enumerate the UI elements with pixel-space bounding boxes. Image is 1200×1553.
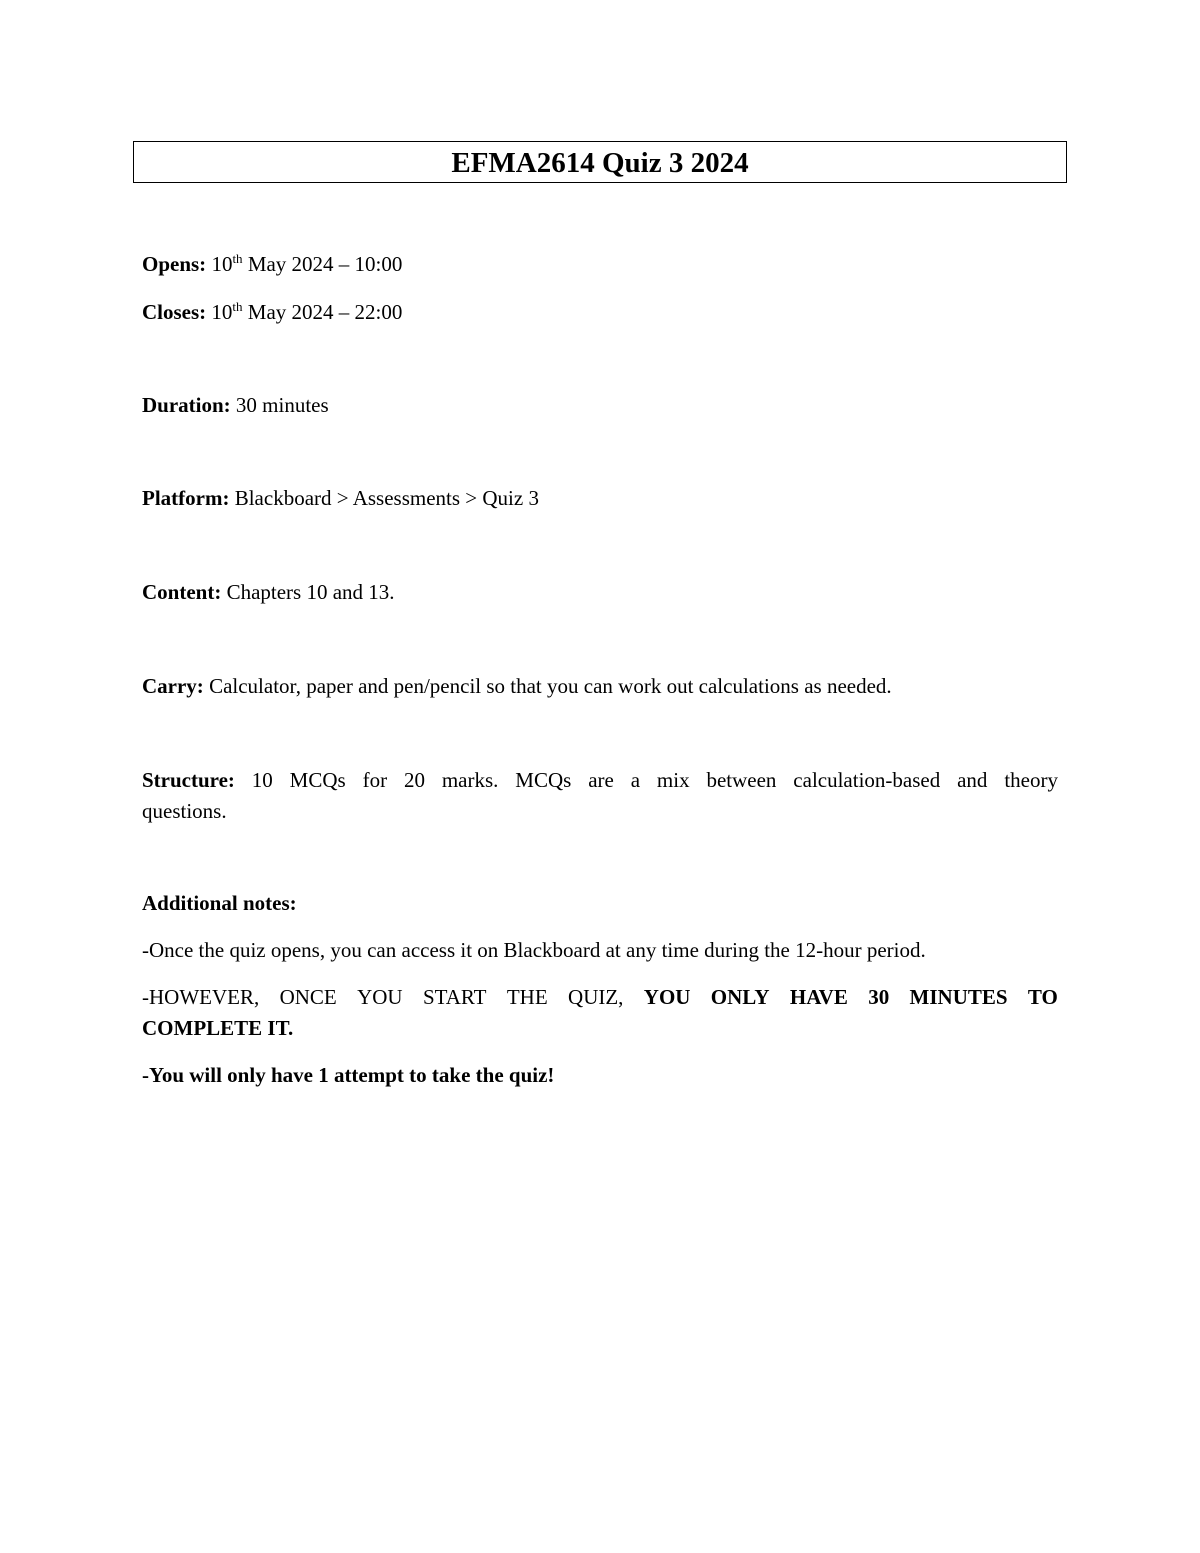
closes-day-suffix: th [232,299,243,314]
note-2-bold-word: ONLY [710,985,770,1009]
closes-date-rest: May 2024 – 22:00 [242,300,403,324]
duration-label: Duration: [142,393,231,417]
additional-notes-heading [142,891,297,916]
structure-word: and [957,768,988,792]
note-2-word: THE [506,985,548,1009]
structure-word: for [362,768,388,792]
note-2-line-2: COMPLETE IT. [142,1016,294,1040]
note-1 [142,938,926,963]
note-1-text: -Once the quiz opens, you can access it on Blackboard at any time during the 12-hour period. [142,938,926,962]
note-2-bold-word: HAVE [789,985,848,1009]
structure-word: mix [656,768,690,792]
note-2-bold-word: 30 [868,985,890,1009]
note-2-bold-word: YOU [643,985,691,1009]
structure-word: theory [1004,768,1058,792]
document-title: EFMA2614 Quiz 3 2024 [451,146,749,179]
note-2-word: ONCE [279,985,337,1009]
structure-word: 10 [251,768,273,792]
carry-value: Calculator, paper and pen/pencil so that you can work out calculations as needed. [209,674,892,698]
structure-word: 20 [403,768,425,792]
structure-word: MCQs [515,768,572,792]
structure-word: a [630,768,641,792]
title-box [133,141,1067,183]
duration-line [142,393,329,418]
content-value: Chapters 10 and 13. [226,580,395,604]
note-2-word: START [422,985,487,1009]
structure-word: MCQs [289,768,346,792]
structure-paragraph [142,765,1058,827]
platform-value: Blackboard > Assessments > Quiz 3 [234,486,539,510]
structure-line-1 [142,765,1058,796]
content-label: Content: [142,580,222,604]
platform-line [142,486,539,511]
note-2-bold-word: MINUTES [909,985,1008,1009]
structure-word: calculation-based [793,768,941,792]
opens-label: Opens: [142,252,207,276]
duration-value: 30 minutes [235,393,329,417]
closes-label: Closes: [142,300,207,324]
opens-day: 10 [211,252,233,276]
note-2-word: QUIZ, [568,985,624,1009]
note-2-bold-word: TO [1027,985,1058,1009]
structure-word: are [588,768,614,792]
note-3 [142,1063,554,1088]
opens-line [142,252,402,277]
closes-line [142,300,402,325]
carry-label: Carry: [142,674,204,698]
structure-label: Structure: [142,768,235,792]
note-2-word: -HOWEVER, [142,985,260,1009]
opens-date-rest: May 2024 – 10:00 [242,252,403,276]
closes-day: 10 [211,300,233,324]
opens-day-suffix: th [232,251,243,266]
structure-word: marks. [441,768,499,792]
structure-word: between [706,768,777,792]
note-3-text: -You will only have 1 attempt to take the quiz! [142,1063,555,1087]
structure-line-2: questions. [142,799,227,823]
content-line [142,580,395,605]
additional-notes-label: Additional notes: [142,891,297,915]
carry-line [142,674,892,699]
note-2-line-1 [142,982,1058,1013]
note-2-word: YOU [357,985,403,1009]
note-2-paragraph [142,982,1058,1044]
platform-label: Platform: [142,486,230,510]
